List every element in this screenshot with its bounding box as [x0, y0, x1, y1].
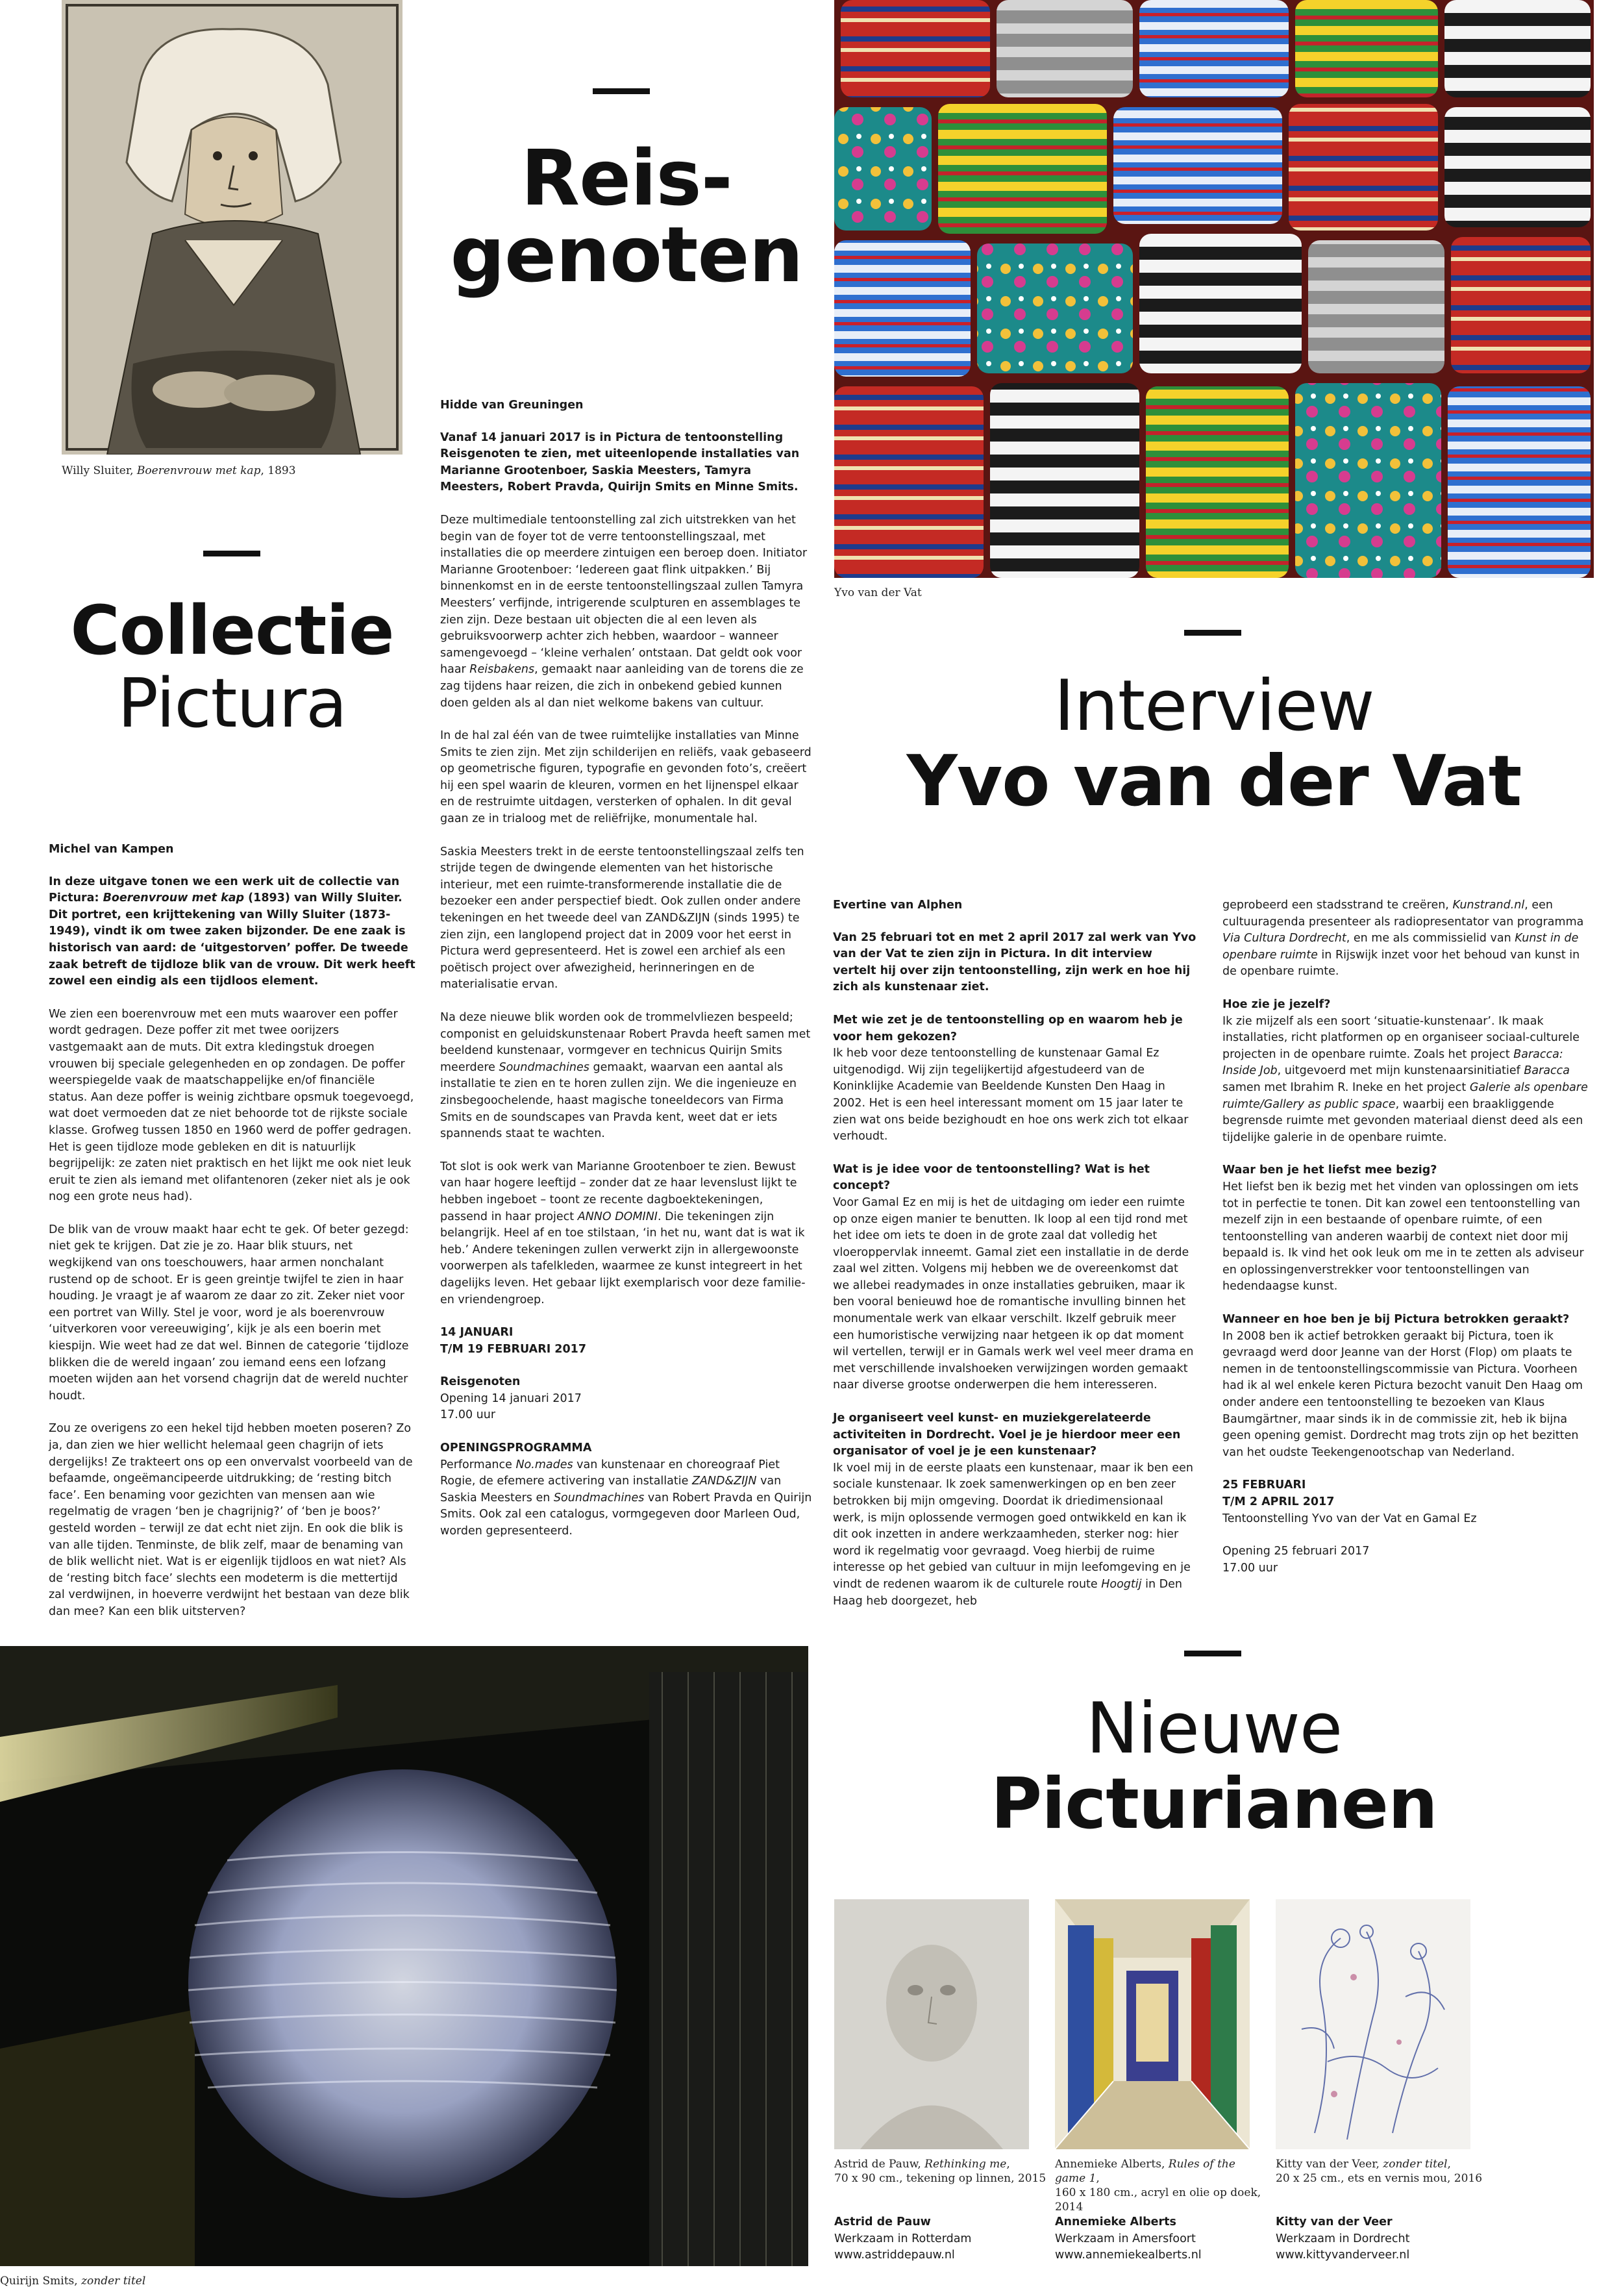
interview-column-2 — [1222, 897, 1592, 1593]
interview-answer: Ik heb voor deze tentoonstelling de kunstenaar Gamal Ez uitgenodigd. Wij zijn tegelijkertijd afgestudeerd van de Koninklijke Academie van Beeldende Kunsten Den Haag in 2002. Het is een heel interessant moment om 15 jaar later te zien wat ons beide bezighoudt en hoe ons werk zich tot elkaar verhoudt. — [833, 1047, 1189, 1143]
nieuwe-title-line2: Picturianen — [991, 1764, 1437, 1845]
quirijn-caption — [0, 2274, 390, 2288]
opening-time: 17.00 uur — [1222, 1561, 1278, 1575]
article-paragraph: Na deze nieuwe blik worden ook de trommelvliezen bespeeld; componist en geluidskunstenaar Robert Pravda heeft samen met beeldend kunstenaar, vormgever en technicus Quirijn Smits meerdere Soundmachines gemaakt, waarvan een aantal als installatie te zien en te horen zullen zijn. We die ingenieuze en zinsbegoochelende, haast magische toneeldecors van Firma Smits en de soundscapes van Pravda kent, weet dat er iets spannends staat te wachten. — [440, 1011, 811, 1141]
opening-date: Opening 25 februari 2017 — [1222, 1545, 1370, 1558]
interview-question: Je organiseert veel kunst- en muziekgerelateerde activiteiten in Dordrecht. Voel je je hierdoor meer een organisator of voel je je een kunstenaar? — [833, 1412, 1181, 1458]
collectie-title-line1: Collectie — [70, 591, 394, 670]
article-lead: In deze uitgave tonen we een werk uit de collectie van Pictura: Boerenvrouw met kap (1893) van Willy Sluiter. Dit portret, een krijttekening van Willy Sluiter (1873-1949), vindt ik om twee zaken bijzonder. De ene zaak is historisch van aard: de ‘uitgestorven’ poffer. De tweede zaak betreft de tijdloze blik van de vrouw. Dit werk heeft zowel een eindig als een tijdloos element. — [49, 875, 415, 988]
member-astrid — [834, 2214, 1048, 2264]
article-lead: Vanaf 14 januari 2017 is in Pictura de tentoonstelling Reisgenoten te zien, met uiteenlopende installaties van Marianne Grootenboer, Saskia Meesters, Tamyra Meesters, Robert Pravda, Quirijn Smits en Minne Smits. — [440, 430, 800, 494]
article-paragraph: We zien een boerenvrouw met een muts waarover een poffer wordt gedragen. Deze poffer zit met twee oorijzers vastgemaakt aan de muts. Dit extra kledingstuk droegen vrouwen bij speciale gelegenheden en op zondagen. De poffer weerspiegelde vaak de maatschappelijke en/of financiële status. Aan deze poffer is weinig zichtbare opsmuk toegevoegd, wat doet vermoeden dat ze niet behoorde tot de rijkste sociale klasse. Grofweg tussen 1850 en 1960 werd de poffer gedragen. Het is geen tijdloze mode gebleken en dit is natuurlijk begrijpelijk: ze zaten niet praktisch en het lijkt me ook niet leuk eruit te zien als iemand met olifantenoren (zeker niet als je ook nog een grote neus had). — [49, 1007, 414, 1204]
yvo-van-der-vat-artwork — [834, 0, 1594, 578]
article-lead: Van 25 februari tot en met 2 april 2017 zal werk van Yvo van der Vat te zien zijn in Pictura. In dit interview vertelt hij over zijn tentoonstelling, zijn werk en hoe hij zich als kunstenaar ziet. — [833, 930, 1196, 994]
article-paragraph: In de hal zal één van de twee ruimtelijke installaties van Minne Smits te zien zijn. Met zijn schilderijen en reliëfs, vaak gebaseerd op geometrische figuren, typografie en gevonden foto’s, creëert hij een spel waarin de kleuren, vormen en het lijnenspel elkaar en de restruimte uitdagen, versterken of ophalen. In dit geval gaan ze in trialoog met de reliëfrijke, monumentale hal. — [440, 729, 812, 826]
interview-title-line2: Yvo van der Vat — [906, 741, 1522, 822]
member-website-link[interactable]: www.astriddepauw.nl — [834, 2249, 955, 2262]
kitty-caption: Kitty van der Veer, zonder titel, 20 x 25 cm., ets en vernis mou, 2016 — [1276, 2158, 1483, 2185]
interview-title-line1: Interview — [1054, 666, 1374, 747]
rethinking-me-drawing — [834, 1899, 1029, 2149]
interview-column-1 — [833, 897, 1196, 1626]
interview-answer: Ik zie mijzelf als een soort ‘situatie-kunstenaar’. Ik maak installaties, richt platformen op en organiseer sociaal-culturele projecten in de openbare ruimte. Zoals het project Baracca: Inside Job, uitgevoerd met mijn kunstenaarsinitiatief Baracca samen met Ibrahim R. Ineke en het project Galerie als openbare ruimte/Gallery as public space, waarbij een braakliggende begrensde ruimte met gevonden materiaal dienst deed als een tijdelijke galerie in de openbare ruimte. — [1222, 1014, 1588, 1144]
article-paragraph: Zou ze overigens zo een hekel tijd hebben moeten poseren? Zo ja, dan zien we hier wellicht helemaal geen chagrijn of iets dergelijks! Ze trakteert ons op een onvervalst voorbeeld van de befaamde, ongeëmancipeerde uitdrukking; de ‘resting bitch face’. Een benaming voor gezichten van mensen aan wie regelmatig de vragen ‘ben je chagrijnig?’ of ‘ben je boos?’ gesteld worden – terwijl ze dat echt niet zijn. En ook die blik is van alle tijden. Tenminste, de blik zelf, maar de benaming van de blik wellicht niet. Wat is er eigenlijk tijdloos en wat niet? Als de ‘resting bitch face’ slechts een modeterm is die mettertijd zal verdwijnen, in hoeverre verdwijnt het bestaan van deze blik dan mee? Kan een blik uitsterven? — [49, 1422, 413, 1618]
interview-answer: Voor Gamal Ez en mij is het de uitdaging om ieder een ruimte op onze eigen manier te benutten. Ik loop al een tijd rond met het idee om iets te doen in de grote zaal dat volledig het vloeroppervlak inneemt. Gamal ziet een installatie in de derde zaal wel zitten. Volgens mij hebben we de overeenkomst dat we allebei readymades in onze installaties gebruiken, maar ik ben vooral benieuwd hoe de romantische invulling binnen het monumentale werk van elkaar verschilt. Ikzelf gebruik meer een humoristische verwijzing naar hetgeen ik op dat moment wil vertellen, terwijl er in Gamals werk wel veel meer drama en met verschillende invalshoeken verwijzingen worden gemaakt naar diverse grootse onderwerpen die hem interesseren. — [833, 1195, 1194, 1392]
article-author: Evertine van Alphen — [833, 899, 963, 912]
exhibition-date: T/M 2 APRIL 2017 — [1222, 1495, 1335, 1508]
collectie-title-line2: Pictura — [118, 664, 347, 743]
interview-question: Wanneer en hoe ben je bij Pictura betrokken geraakt? — [1222, 1313, 1570, 1327]
opening-time: 17.00 uur — [440, 1408, 496, 1422]
caption-year: , 1893 — [260, 464, 296, 477]
annemieke-caption: Annemieke Alberts, Rules of the game 1, 160 x 180 cm., acryl en olie op doek, 2014 — [1055, 2158, 1261, 2214]
article-paragraph: Tot slot is ook werk van Marianne Grootenboer te zien. Bewust van haar hogere leeftijd – zonder dat ze haar levenslust lijkt te hebben ingeboet – toont ze recente dagboektekeningen, passend in haar project ANNO DOMINI. Die tekeningen zijn belangrijk. Heel af en toe stilstaan, ‘in het nu, want dat is wat ik heb.’ Andere tekeningen zullen verwerkt zijn in allergewoonste voorwerpen als tafelkleden, waarmee ze kunst integreert in het dagelijks leven. Het gebaar lijkt exemplarisch voor deze familie- en vriendengroep. — [440, 1160, 806, 1306]
caption-title: Boerenvrouw met kap — [136, 464, 261, 477]
caption-artist: Willy Sluiter, — [62, 464, 137, 477]
astrid-caption: Astrid de Pauw, Rethinking me, 70 x 90 cm., tekening op linnen, 2015 — [834, 2158, 1047, 2185]
interview-question: Hoe zie je jezelf? — [1222, 997, 1331, 1011]
interview-question: Met wie zet je de tentoonstelling op en waarom heb je voor hem gekozen? — [833, 1013, 1183, 1043]
member-website-link[interactable]: www.kittyvanderveer.nl — [1276, 2249, 1410, 2262]
rules-of-the-game-painting — [1055, 1899, 1250, 2149]
exhibition-date: 14 JANUARI — [440, 1326, 514, 1340]
annemieke-alberts-artwork — [1055, 1899, 1250, 2149]
boerenvrouw-caption — [62, 464, 403, 478]
nieuwe-picturianen-title — [834, 1688, 1594, 1845]
member-city: Werkzaam in Amersfoort — [1055, 2232, 1196, 2245]
member-city: Werkzaam in Dordrecht — [1276, 2232, 1410, 2245]
collectie-title — [39, 591, 425, 743]
kitty-van-der-veer-artwork — [1276, 1899, 1470, 2149]
exhibition-name: Reisgenoten — [440, 1375, 521, 1389]
section-dash — [1184, 630, 1241, 636]
caption-title: zonder titel — [81, 2275, 146, 2288]
article-paragraph: De blik van de vrouw maakt haar echt te gek. Of beter gezegd: niet gek te krijgen. Dat zie je zo. Haar blik stuurs, net wegkijkend van ons toeschouwers, haar armen nonchalant rustend op de schoot. Er is geen greintje twijfel te zien in haar houding. Je vraagt je af waarom ze daar zo zit. Zeker niet voor een portret van Willy. Stel je voor, word je als boerenvrouw ‘uitverkoren voor vereeuwiging’, kijk je als een boerin met kiespijn. Wie weet had ze dat wel. Binnen de categorie ‘tijdloze blikken die de wereld ingaan’ zou iemand eens een lofzang moeten wijden aan het vorsend chagrijn dat de wereld nuchter houdt. — [49, 1223, 409, 1403]
reisgenoten-title — [432, 133, 821, 299]
member-name: Annemieke Alberts — [1055, 2215, 1176, 2228]
interview-answer: Het liefst ben ik bezig met het vinden van oplossingen om iets tot in perfectie te tonen. Dit kan zowel een tentoonstelling van mezelf zijn in een bestaande of openbare ruimte, of een tentoonstelling van anderen waarbij de context niet door mij bepaald is. Ik vind het ook leuk om me in te zetten als adviseur en oplossingenverstrekker voor tentoonstellingen van hedendaagse kunst. — [1222, 1180, 1584, 1293]
astrid-de-pauw-artwork — [834, 1899, 1029, 2149]
yvo-caption: Yvo van der Vat — [834, 586, 922, 599]
exhibition-name: Tentoonstelling Yvo van der Vat en Gamal Ez — [1222, 1512, 1477, 1525]
boerenvrouw-drawing — [62, 0, 403, 455]
member-name: Kitty van der Veer — [1276, 2215, 1393, 2228]
programme-title: OPENINGSPROGRAMMA — [440, 1441, 592, 1455]
section-dash — [593, 88, 650, 94]
opening-date: Opening 14 januari 2017 — [440, 1391, 582, 1405]
reis-title-line1: Reis- — [521, 133, 732, 223]
caption-artist: Quirijn Smits, — [0, 2275, 82, 2288]
collectie-article — [49, 842, 415, 1637]
interview-answer: geprobeerd een stadsstrand te creëren, Kunstrand.nl, een cultuuragenda presenteer als radiopresentator van programma Via Cultura Dordrecht, en me als commissielid van Kunst in de openbare ruimte in Rijswijk inzet voor het behoud van kunst in de openbare ruimte. — [1222, 899, 1584, 979]
zonder-titel-etching — [1276, 1899, 1470, 2149]
article-paragraph: Deze multimediale tentoonstelling zal zich uitstrekken van het begin van de foyer tot de verre tentoonstellingszaal, met installaties die op meerdere zintuigen een beroep doen. Initiator Marianne Grootenboer: ‘Iedereen gaat flink uitpakken.’ Bij binnenkomst en in de eerste tentoonstellingszaal zullen Tamyra Meesters’ verfijnde, intrigerende sculpturen en assemblages te zien zijn. Deze bestaan uit objecten die al een leven als gebruiksvoorwerp achter zich hebben, waardoor – wanneer samengevoegd – ‘kleine verhalen’ ontstaan. Dat geldt ook voor haar Reisbakens, gemaakt naar aanleiding van de torens die ze zag tijdens haar reizen, die zich in onbekend gebied kunnen doen gelden als al dan niet welkome bakens van cultuur. — [440, 513, 808, 710]
reisgenoten-article — [440, 397, 813, 1556]
nieuwe-title-line1: Nieuwe — [1085, 1688, 1343, 1769]
member-city: Werkzaam in Rotterdam — [834, 2232, 972, 2245]
exhibition-date: 25 FEBRUARI — [1222, 1479, 1306, 1492]
reis-title-line2: genoten — [450, 210, 803, 299]
article-author: Hidde van Greuningen — [440, 399, 584, 412]
member-website-link[interactable]: www.annemiekealberts.nl — [1055, 2249, 1202, 2262]
interview-question: Waar ben je het liefst mee bezig? — [1222, 1164, 1437, 1177]
article-paragraph: Saskia Meesters trekt in de eerste tentoonstellingszaal zelfs ten strijde tegen de dwingende elementen van het historische interieur, met een ruimte-transformerende installatie die de bezoeker een ander perspectief biedt. Ook zullen onder andere tekeningen en het tweede deel van ZAND&ZIJN (sinds 1995) te zien zijn, een langlopend project dat in 2009 voor het eerst in Pictura werd gepresenteerd. Het is zowel een archief als een poëtisch project over afwezigheid, herinneringen en de materialisatie ervan. — [440, 845, 804, 992]
member-kitty — [1276, 2214, 1490, 2264]
light-installation-photo — [0, 1646, 808, 2266]
member-annemieke — [1055, 2214, 1269, 2264]
quirijn-smits-artwork — [0, 1646, 808, 2266]
interview-question: Wat is je idee voor de tentoonstelling? Wat is het concept? — [833, 1162, 1150, 1193]
cushions-photo — [834, 0, 1594, 578]
programme-text: Performance No.mades van kunstenaar en choreograaf Piet Rogie, de efemere activering van installatie ZAND&ZIJN van Saskia Meesters en Soundmachines van Robert Pravda en Quirijn Smits. Ook zal een catalogus, vormgegeven door Marleen Oud, worden gepresenteerd. — [440, 1458, 812, 1538]
interview-answer: In 2008 ben ik actief betrokken geraakt bij Pictura, toen ik gevraagd werd door Jeanne van der Horst (Flop) om plaats te nemen in de tentoonstellingscommissie van Pictura. Voorheen had ik al wel enkele keren Pictura bezocht vanuit Den Haag om onder andere een tentoonstelling te bezoeken van Klaus Baumgärtner, maar sinds ik in de commissie zit, heb ik bijna geen opening gemist. Dordrecht mag trots zijn op het bezitten van het oudste Teekengenootschap van Nederland. — [1222, 1329, 1583, 1459]
member-name: Astrid de Pauw — [834, 2215, 931, 2228]
interview-title — [834, 666, 1594, 822]
boerenvrouw-met-kap-artwork — [62, 0, 403, 455]
section-dash — [1184, 1651, 1241, 1656]
section-dash — [203, 551, 260, 556]
exhibition-date: T/M 19 FEBRUARI 2017 — [440, 1342, 587, 1356]
article-author: Michel van Kampen — [49, 843, 174, 856]
interview-answer: Ik voel mij in de eerste plaats een kunstenaar, maar ik ben een sociale kunstenaar. Ik zoek samenwerkingen op en ben zeer betrokken bij mijn omgeving. Doordat ik driedimensionaal werk, is mijn oplossende vermogen goed ontwikkeld en kan ik dit ook inzetten in andere werkzaamheden, sterker nog: hier word ik regelmatig voor gevraagd. Voeg hierbij de ruime interesse op het gebied van cultuur in mijn leefomgeving en je vindt de redenen waarom ik de culturele route Hoogtij in Den Haag heb doorgezet, heb — [833, 1461, 1193, 1608]
